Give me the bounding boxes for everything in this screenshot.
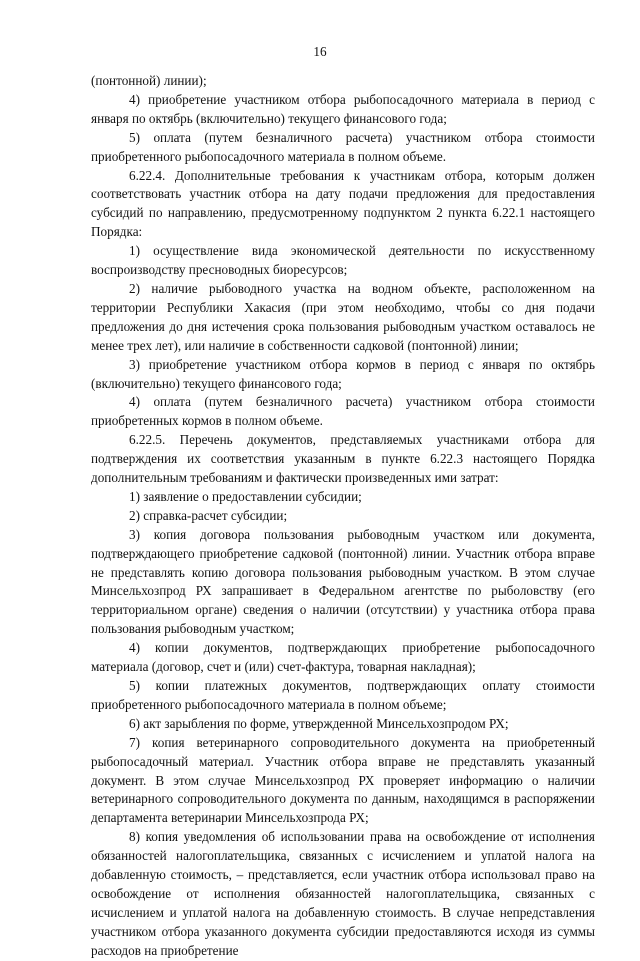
paragraph-doc-7-vet-document: 7) копия ветеринарного сопроводительного документа на приобретенный рыбопосадочный материал. Участник отбора вправе не представлять указанный документ. В этом случае Минсельхозпрод РХ проверяет информацию о наличии ветеринарного сопроводительного документа по данным, находящимся в распоряжении департамента ветеринарии Минсельхозпрода РХ; <box>91 734 595 826</box>
page-number: 16 <box>313 44 327 59</box>
document-body <box>91 72 595 961</box>
paragraph-doc-3-contract-copy: 3) копия договора пользования рыбоводным участком или документа, подтверждающего приобретение садковой (понтонной) линии. Участник отбора вправе не представлять копию договора пользования рыбоводным участком. В этом случае Минсельхозпрод РХ запрашивает в Федеральном агентстве по рыболовству (его территориальном органе) сведения о наличии (отсутствии) у участника отбора права пользования рыбоводным участком; <box>91 526 595 637</box>
paragraph-doc-2-calculation: 2) справка-расчет субсидии; <box>129 507 288 523</box>
paragraph-req-2-fish-plot: 2) наличие рыбоводного участка на водном объекте, расположенном на территории Республики Хакасия (при этом необходимо, чтобы со дня подачи предложения до дня истечения срока пользования рыбоводным участком оставалось не менее трех лет), или наличие в собственности садковой (понтонной) линии; <box>91 280 595 353</box>
paragraph-doc-8-vat-notice: 8) копия уведомления об использовании права на освобождение от исполнения обязанностей налогоплательщика, связанных с исчислением и уплатой налога на добавленную стоимость, – представляется, если участник отбора использовал право на освобождение от исполнения обязанностей налогоплательщика, связанных с исчислением и уплатой налога на добавленную стоимость. В случае непредставления участником отбора указанного документа субсидии предоставляются исходя из суммы расходов на приобретение <box>91 829 595 958</box>
paragraph-doc-5-payment-docs: 5) копии платежных документов, подтверждающих оплату стоимости приобретенного рыбопосадочного материала в полном объеме; <box>91 678 595 712</box>
paragraph-doc-4-purchase-docs: 4) копии документов, подтверждающих приобретение рыбопосадочного материала (договор, счет и (или) счет-фактура, товарная накладная); <box>91 640 595 675</box>
paragraph-doc-1-application: 1) заявление о предоставлении субсидии; <box>129 488 362 504</box>
paragraph-req-1-activity: 1) осуществление вида экономической деятельности по искусственному воспроизводству пресноводных биоресурсов; <box>91 243 595 278</box>
paragraph-section-6-22-5: 6.22.5. Перечень документов, представляемых участниками отбора для подтверждения их соответствия указанным в пункте 6.22.3 настоящего Порядка дополнительным требованиям и фактически произведенных ими затрат: <box>91 432 595 486</box>
paragraph-req-3-feed-purchase: 3) приобретение участником отбора кормов в период с января по октябрь (включительно) текущего финансового года; <box>91 356 595 391</box>
paragraph-req-4-feed-payment: 4) оплата (путем безналичного расчета) участником отбора стоимости приобретенных кормов в полном объеме. <box>91 394 595 429</box>
paragraph-continuation: (понтонной) линии); <box>91 73 207 88</box>
paragraph-doc-6-stocking-act: 6) акт зарыбления по форме, утвержденной Минсельхозпродом РХ; <box>129 715 509 731</box>
paragraph-item-5-fish-material-payment: 5) оплата (путем безналичного расчета) участником отбора стоимости приобретенного рыбопосадочного материала в полном объеме. <box>91 129 595 164</box>
paragraph-item-4-fish-material-purchase: 4) приобретение участником отбора рыбопосадочного материала в период с января по октябрь (включительно) текущего финансового года; <box>91 91 595 126</box>
paragraph-section-6-22-4: 6.22.4. Дополнительные требования к участникам отбора, которым должен соответствовать участник отбора на дату подачи предложения для предоставления субсидий по направлению, предусмотренному подпунктом 2 пункта 6.22.1 настоящего Порядка: <box>91 167 595 240</box>
